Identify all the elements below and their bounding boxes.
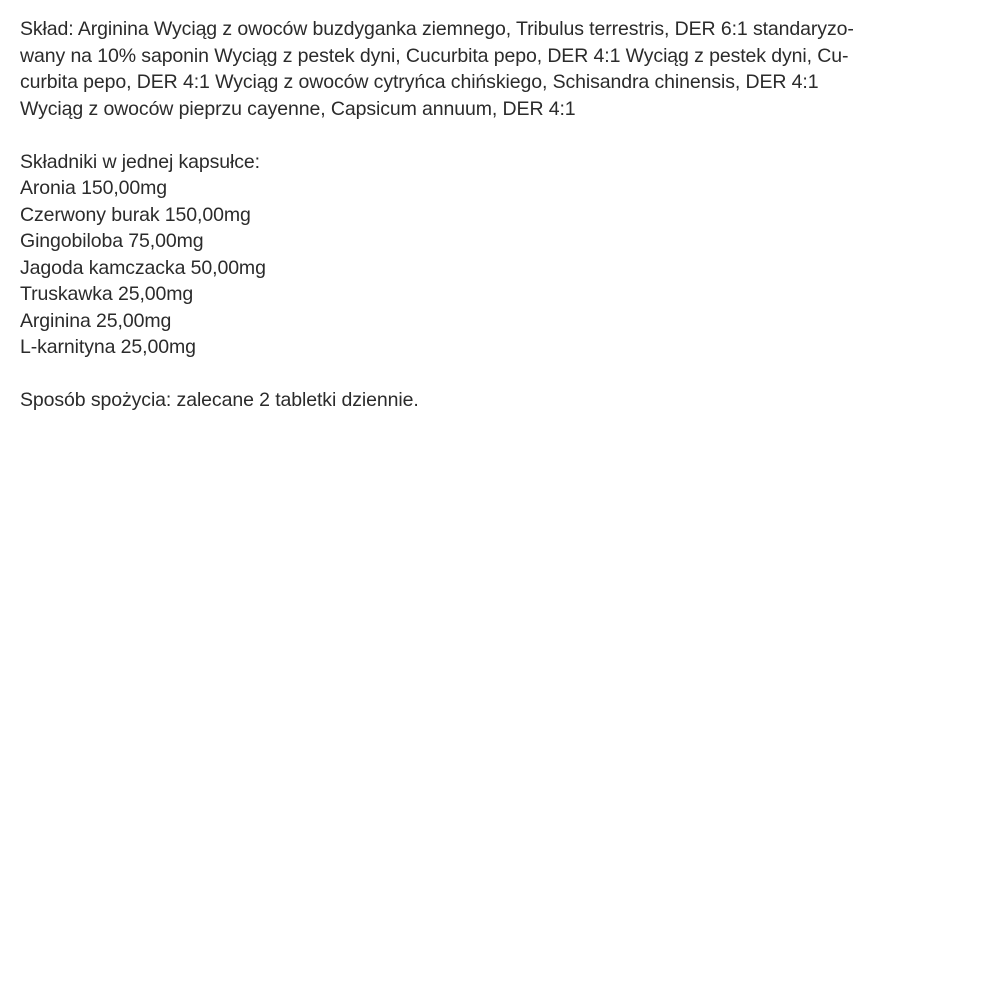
product-label-text bbox=[20, 16, 980, 414]
ingredient-item: Truskawka 25,00mg bbox=[20, 283, 194, 305]
ingredient-item: L-karnityna 25,00mg bbox=[20, 336, 196, 358]
composition-line: Skład: Arginina Wyciąg z owoców buzdyganka ziemnego, Tribulus terrestris, DER 6:1 standaryzo- bbox=[20, 18, 854, 40]
usage-section bbox=[20, 387, 980, 414]
ingredient-item: Gingobiloba 75,00mg bbox=[20, 230, 204, 252]
ingredient-item: Arginina 25,00mg bbox=[20, 309, 172, 332]
composition-section bbox=[20, 16, 980, 122]
usage-instructions: Sposób spożycia: zalecane 2 tabletki dziennie. bbox=[20, 389, 419, 411]
ingredient-item: Czerwony burak 150,00mg bbox=[20, 203, 251, 226]
ingredients-section bbox=[20, 149, 980, 361]
composition-line: curbita pepo, DER 4:1 Wyciąg z owoców cytryńca chińskiego, Schisandra chinensis, DER 4:1 bbox=[20, 71, 819, 93]
composition-line: Wyciąg z owoców pieprzu cayenne, Capsicum annuum, DER 4:1 bbox=[20, 97, 576, 120]
ingredients-heading: Składniki w jednej kapsułce: bbox=[20, 150, 260, 173]
ingredient-item: Aronia 150,00mg bbox=[20, 177, 168, 199]
ingredient-item: Jagoda kamczacka 50,00mg bbox=[20, 256, 266, 279]
paragraph-gap bbox=[20, 361, 980, 388]
paragraph-gap bbox=[20, 122, 980, 149]
composition-line: wany na 10% saponin Wyciąg z pestek dyni, Cucurbita pepo, DER 4:1 Wyciąg z pestek dyni, Cu- bbox=[20, 44, 849, 67]
